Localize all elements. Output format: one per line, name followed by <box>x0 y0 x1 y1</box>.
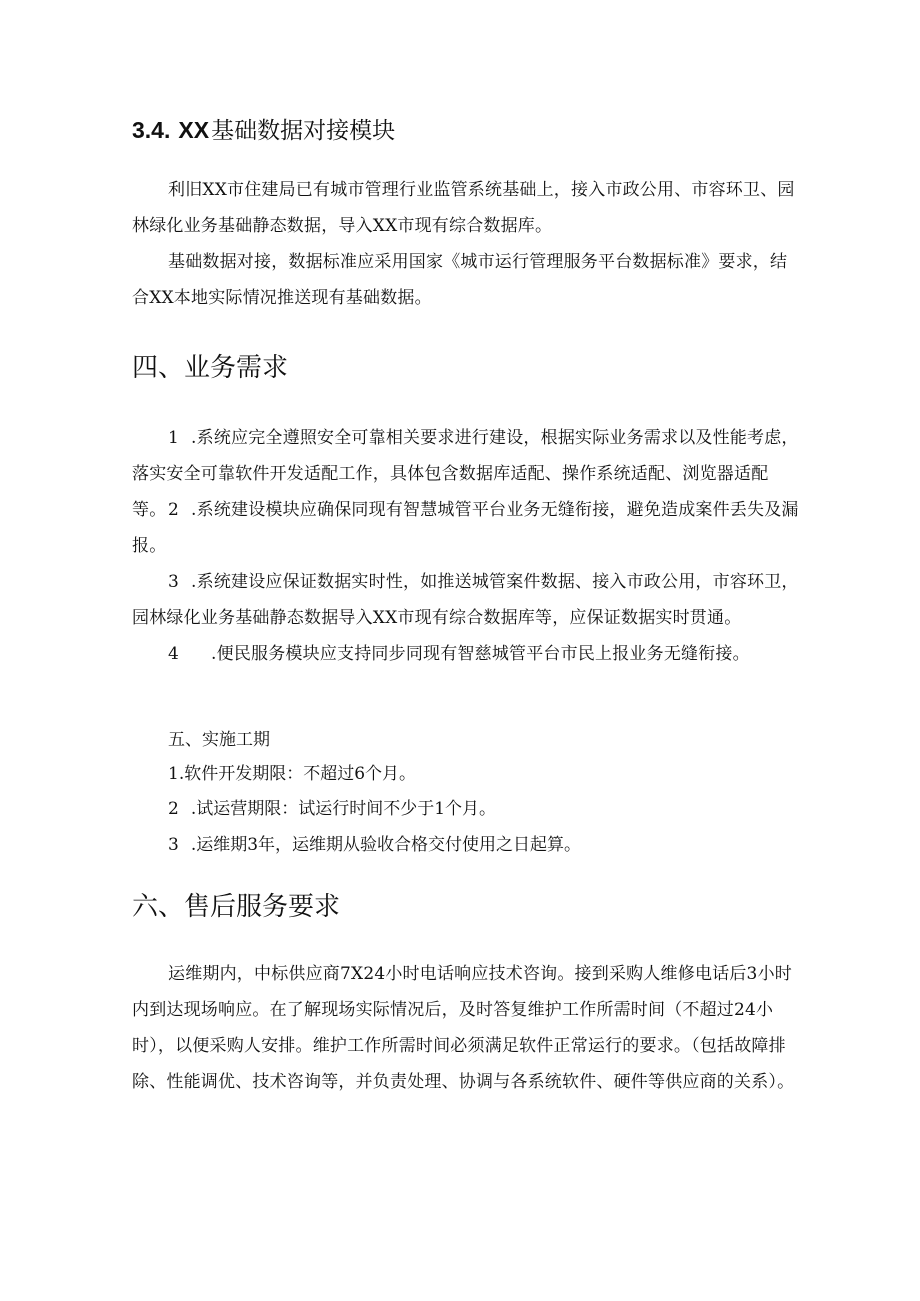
item-text: .运维期3年，运维期从验收合格交付使用之日起算。 <box>190 835 582 855</box>
item-number: 2 <box>168 799 179 819</box>
section-5-item-2 <box>168 797 496 821</box>
section-5-item-3 <box>168 833 581 857</box>
item-number: 2 <box>168 500 180 520</box>
item-number: 3 <box>168 835 179 855</box>
section-6-heading: 六、售后服务要求 <box>132 892 341 922</box>
section-4-item-2 <box>132 492 802 564</box>
item-text: .试运营期限：试运行时间不少于1个月。 <box>190 799 497 819</box>
item-text: .系统建设模块应确保同现有智慧城管平台业务无缝衔接，避免造成案件丢失及漏报。 <box>132 500 799 556</box>
paragraph-text: 基础数据对接，数据标准应采用国家《城市运行管理服务平台数据标准》要求，结合XX本地实际情况推送现有基础数据。 <box>132 252 788 308</box>
item-number: 1 <box>168 428 180 448</box>
item-number: 4 <box>168 644 180 664</box>
section-number: 3.4. <box>132 117 171 143</box>
item-number: 3 <box>168 572 180 592</box>
section-xx: XX <box>178 117 210 143</box>
section-3-4-heading <box>132 114 395 147</box>
section-4-item-4 <box>132 636 802 672</box>
section-4-item-3 <box>132 564 802 636</box>
paragraph-text: 利旧XX市住建局已有城市管理行业监管系统基础上，接入市政公用、市容环卫、园林绿化业务基础静态数据，导入XX市现有综合数据库。 <box>132 180 795 236</box>
section-4-heading: 四、业务需求 <box>132 353 289 383</box>
item-text: .系统应完全遵照安全可靠相关要求进行建设，根据实际业务需求以及性能考虑，落实安全可靠软件开发适配工作，具体包含数据库适配、操作系统适配、浏览器适配等。 <box>132 428 799 520</box>
item-text: .系统建设应保证数据实时性，如推送城管案件数据、接入市政公用，市容环卫，园林绿化业务基础静态数据导入XX市现有综合数据库等，应保证数据实时贯通。 <box>132 572 799 628</box>
paragraph-text: 运维期内，中标供应商7X24小时电话响应技术咨询。接到采购人维修电话后3小时内到达现场响应。在了解现场实际情况后，及时答复维护工作所需时间（不超过24小时），以便采购人安排。维护工作所需时间必须满足软件正常运行的要求。（包括故障排除、性能调优、技术咨询等，并负责处理、协调与各系统软件、硬件等供应商的关系）。 <box>132 964 795 1092</box>
section-3-4-paragraph-1 <box>132 172 802 244</box>
section-5-heading: 五、实施工期 <box>168 730 270 750</box>
section-6-paragraph <box>132 956 802 1100</box>
section-5-item-1: 1.软件开发期限：不超过6个月。 <box>168 764 417 784</box>
section-title: 基础数据对接模块 <box>211 118 396 144</box>
section-3-4-paragraph-2 <box>132 244 802 316</box>
item-text: .便民服务模块应支持同步同现有智慈城管平台市民上报业务无缝衔接。 <box>211 644 750 664</box>
